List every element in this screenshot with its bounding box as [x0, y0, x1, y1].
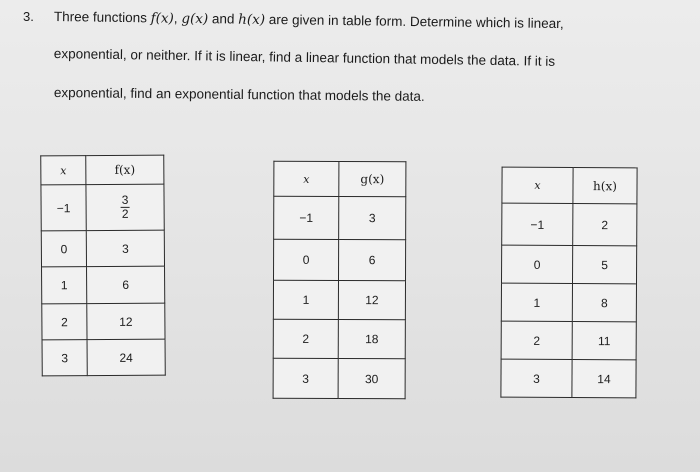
and-word: and	[211, 11, 235, 27]
cell-x: 2	[42, 304, 87, 340]
g-function-label: g(x)	[181, 10, 209, 28]
cell-x: −1	[502, 203, 573, 245]
table-h	[500, 167, 637, 399]
cell-y: 6	[87, 266, 165, 304]
f-function-label: f(x)	[150, 10, 174, 27]
table-row	[501, 321, 636, 360]
cell-x: 0	[273, 239, 338, 280]
cell-y: 3	[86, 230, 164, 267]
cell-y: 2	[573, 204, 637, 246]
table-row	[273, 319, 405, 358]
header-gx: g(x)	[339, 161, 406, 196]
table-row	[501, 283, 636, 322]
table-row	[42, 303, 165, 340]
cell-x: −1	[274, 196, 339, 239]
table-row	[274, 196, 406, 239]
cell-x: 1	[273, 280, 338, 319]
table-row	[273, 280, 405, 319]
cell-x: 3	[42, 340, 87, 376]
header-fx: f(x)	[86, 155, 164, 185]
table-g	[273, 161, 407, 399]
cell-y: 12	[338, 280, 405, 319]
problem-number: 3.	[23, 9, 34, 24]
cell-y: 5	[572, 246, 636, 284]
cell-x: 0	[41, 231, 86, 267]
problem-line-3: exponential, find an exponential function that models the data.	[53, 85, 425, 104]
line1-rest: are given in table form. Determine which is linear,	[268, 12, 564, 32]
cell-x: −1	[41, 185, 86, 231]
table-row	[41, 230, 164, 267]
table-row	[501, 245, 636, 284]
table-row	[42, 266, 165, 304]
problem-line-1: Three functions f(x), g(x) and h(x) are given in table form. Determine which is linear,	[53, 9, 564, 32]
table-row	[273, 358, 405, 398]
h-function-label: h(x)	[238, 11, 266, 28]
cell-y: 3	[339, 196, 406, 239]
header-x: x	[502, 167, 573, 203]
problem-statement	[0, 0, 700, 130]
cell-fraction	[86, 184, 164, 231]
table-row	[42, 339, 165, 376]
cell-y: 8	[572, 284, 636, 322]
fraction-denominator: 2	[121, 206, 129, 221]
cell-y: 6	[338, 239, 405, 280]
table-row	[502, 203, 637, 246]
cell-y: 30	[338, 358, 405, 398]
line1-intro: Three functions	[53, 9, 148, 26]
fraction	[121, 194, 130, 219]
table-header-row	[502, 167, 637, 204]
cell-x: 3	[273, 358, 338, 398]
table-row	[41, 184, 164, 231]
cell-x: 3	[501, 359, 572, 397]
fraction-numerator: 3	[121, 192, 129, 207]
problem-line-2: exponential, or neither. If it is linear, find a linear function that models the data. If it is	[53, 46, 556, 69]
header-x: x	[274, 161, 339, 196]
cell-x: 2	[273, 319, 338, 358]
header-hx: h(x)	[573, 168, 637, 204]
cell-x: 0	[501, 245, 572, 283]
table-row	[501, 359, 636, 398]
cell-y: 14	[572, 360, 636, 398]
cell-y: 18	[338, 319, 405, 358]
table-row	[273, 239, 405, 280]
cell-y: 11	[572, 322, 636, 360]
header-x: x	[41, 156, 86, 185]
cell-x: 1	[42, 267, 87, 304]
cell-y: 12	[87, 303, 165, 340]
table-f	[40, 155, 166, 377]
cell-x: 1	[501, 283, 572, 321]
table-header-row	[274, 161, 406, 196]
cell-x: 2	[501, 321, 572, 359]
table-header-row	[41, 155, 164, 185]
cell-y: 24	[87, 339, 165, 376]
